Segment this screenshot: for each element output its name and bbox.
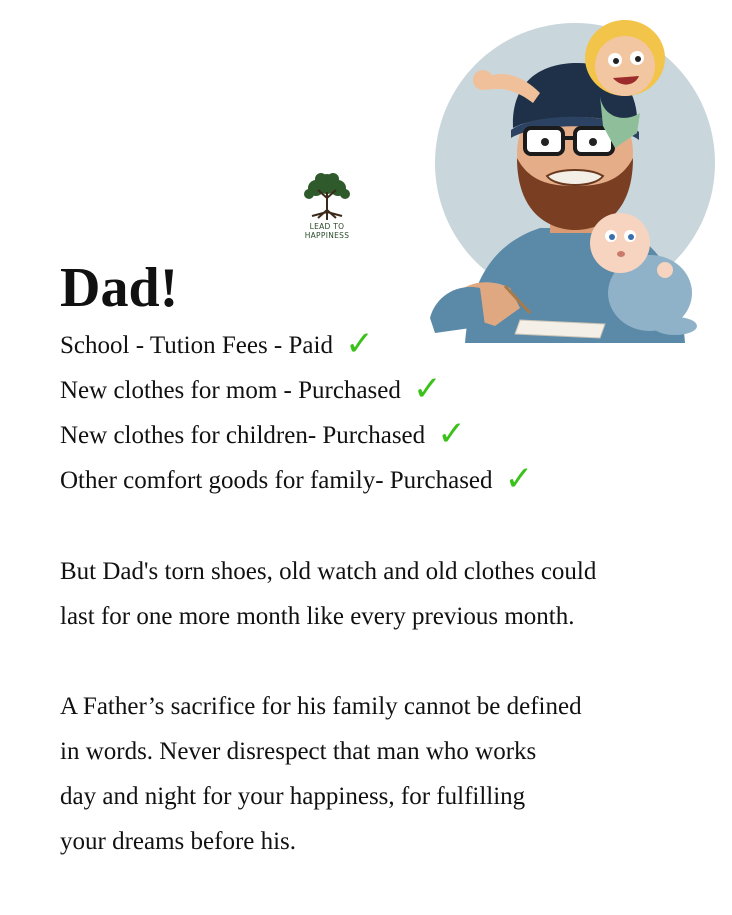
- logo-text-line2: HAPPINESS: [304, 231, 350, 240]
- paragraph-line: your dreams before his.: [60, 828, 297, 855]
- check-mark-icon: ✓: [437, 414, 466, 454]
- lead-to-happiness-logo: [290, 170, 364, 240]
- checklist-item-text: New clothes for mom - Purchased: [60, 377, 401, 404]
- check-mark-icon: ✓: [413, 369, 442, 409]
- respect-paragraph: [60, 684, 700, 864]
- checklist-item-text: School - Tution Fees - Paid: [60, 332, 333, 359]
- paragraph-line: in words. Never disrespect that man who works: [60, 738, 537, 765]
- logo-text-line1: LEAD TO: [309, 222, 345, 231]
- paragraph-line: A Father’s sacrifice for his family cannot be defined: [60, 693, 582, 720]
- tree-icon: [296, 170, 358, 222]
- checklist-item-text: Other comfort goods for family- Purchased: [60, 467, 493, 494]
- paragraph-line: last for one more month like every previous month.: [60, 603, 575, 630]
- sacrifice-paragraph: [60, 549, 700, 639]
- checklist-item: [60, 457, 533, 502]
- paragraph-line: day and night for your happiness, for fulfilling: [60, 783, 526, 810]
- dad-with-kids-illustration: [425, 8, 720, 343]
- check-mark-icon: ✓: [504, 459, 534, 499]
- checklist-item: [60, 322, 533, 367]
- checklist-item: [60, 367, 533, 412]
- expense-checklist: [60, 322, 533, 502]
- checklist-item-text: New clothes for children- Purchased: [60, 422, 426, 449]
- check-mark-icon: ✓: [345, 324, 374, 364]
- page-title: Dad!: [60, 257, 179, 319]
- checklist-item: [60, 412, 533, 457]
- paragraph-line: But Dad's torn shoes, old watch and old clothes could: [60, 558, 597, 585]
